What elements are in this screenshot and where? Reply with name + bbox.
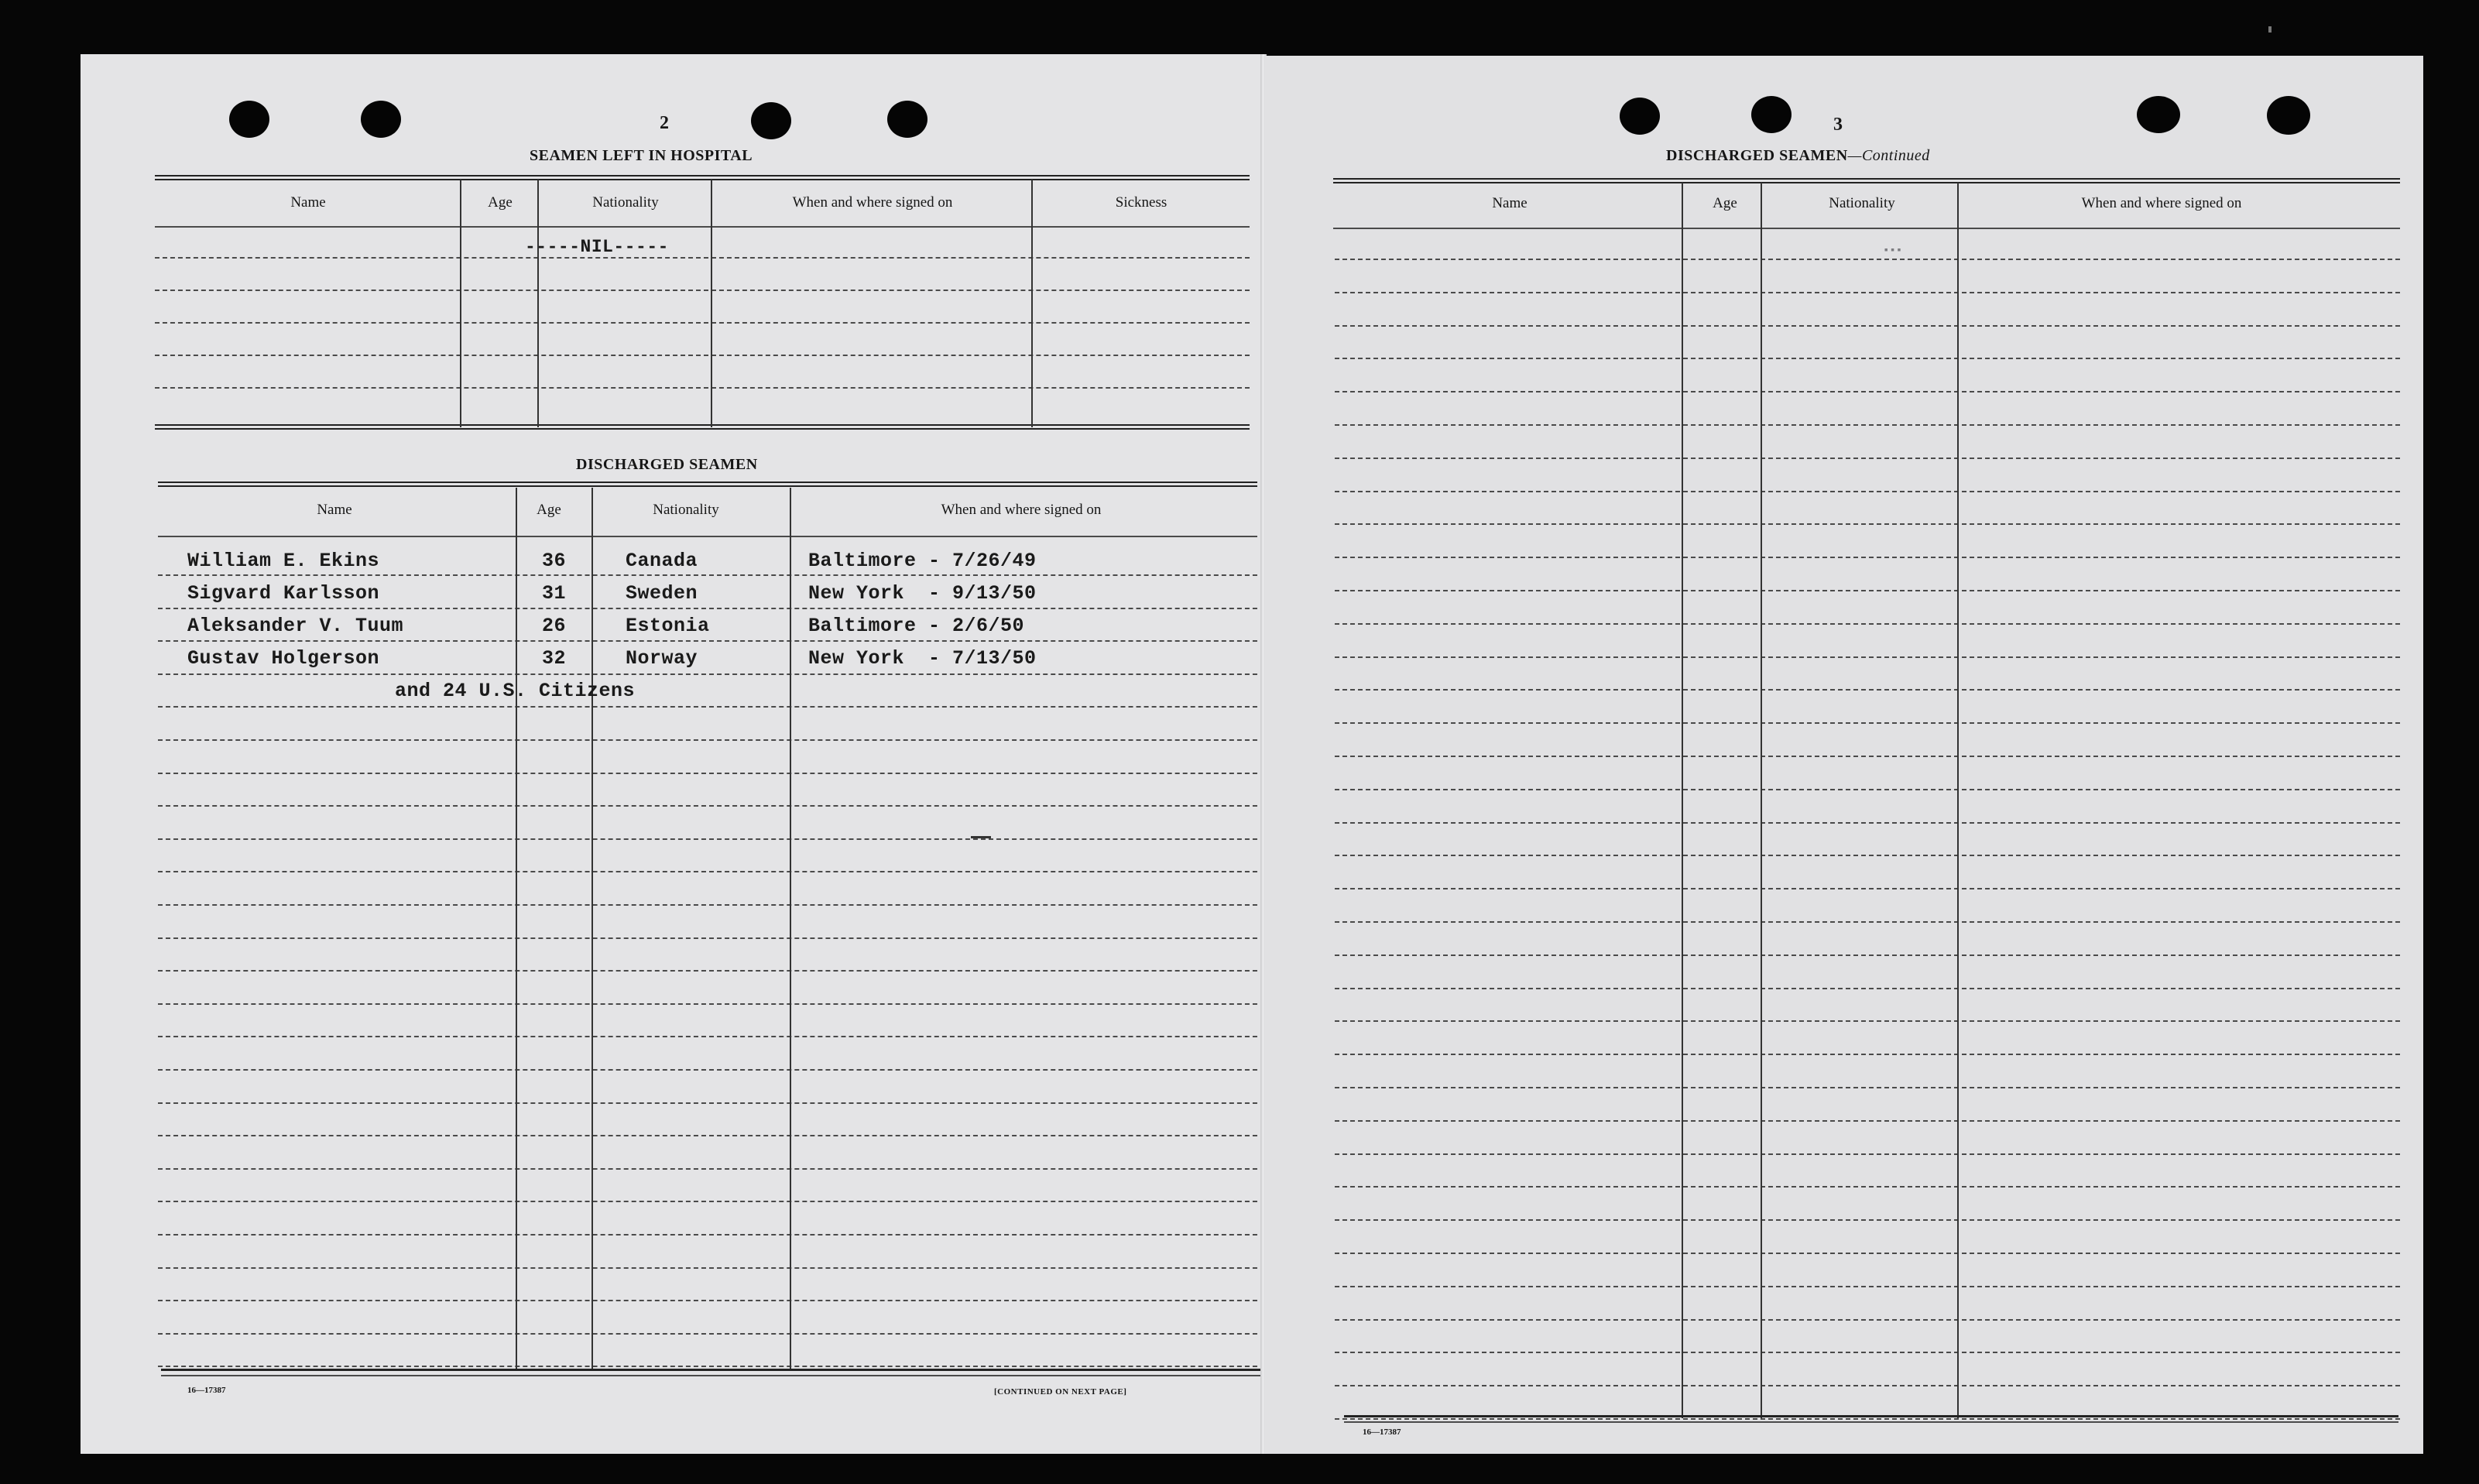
hospital-col-divider: [460, 180, 461, 427]
hospital-header-rule: [155, 226, 1250, 228]
ledger-row-line: [1335, 954, 2400, 956]
right-col-name: Name: [1492, 195, 1528, 211]
ledger-row-line: [1335, 325, 2400, 327]
form-number: 16—17387: [187, 1386, 226, 1395]
ledger-row-line: [158, 1300, 1265, 1301]
punch-hole: [2267, 96, 2310, 135]
seaman-nationality: Canada: [626, 550, 698, 572]
hospital-col-signed-on: When and where signed on: [792, 194, 953, 211]
punch-hole: [229, 101, 269, 138]
seaman-age: 26: [542, 615, 567, 637]
ledger-row-line: [158, 904, 1265, 906]
ledger-row-line: [158, 739, 1265, 741]
discharged-col-name: Name: [317, 502, 352, 518]
ledger-row-line: [158, 706, 1265, 708]
ledger-row-line: [1335, 988, 2400, 989]
ledger-row-line: [158, 640, 1265, 642]
ledger-row-line: [158, 673, 1265, 675]
seaman-signed-on: New York - 9/13/50: [808, 582, 1037, 605]
discharged-col-nationality: Nationality: [653, 502, 719, 518]
ledger-row-line: [158, 773, 1265, 774]
ledger-row-line: [1335, 888, 2400, 889]
ledger-row-line: [1335, 391, 2400, 392]
ledger-row-line: [158, 574, 1265, 576]
punch-hole: [751, 102, 791, 139]
hospital-col-nationality: Nationality: [592, 194, 659, 211]
ledger-row-line: [1335, 1352, 2400, 1353]
ledger-row-line: [1335, 1120, 2400, 1122]
right-col-divider: [1761, 183, 1762, 1418]
seaman-signed-on: New York - 7/13/50: [808, 647, 1037, 670]
ledger-row-line: [1335, 1219, 2400, 1221]
ledger-row-line: [158, 1135, 1265, 1136]
punch-hole: [2137, 96, 2180, 133]
right-header-rule: [1333, 228, 2400, 229]
ledger-row-line: [1335, 1054, 2400, 1055]
paper-mark: [971, 836, 991, 838]
ledger-row-line: [1335, 1020, 2400, 1022]
ledger-row-line: [1335, 292, 2400, 293]
hospital-row-line: [155, 290, 1250, 291]
continued-note: [CONTINUED ON NEXT PAGE]: [994, 1387, 1127, 1397]
discharged-col-divider: [591, 488, 593, 1369]
ledger-row-line: [1335, 1253, 2400, 1254]
hospital-col-divider: [537, 180, 539, 427]
right-page-title-suffix: —Continued: [1847, 147, 1930, 164]
ledger-row-line: [1335, 458, 2400, 459]
ledger-row-line: [158, 1234, 1265, 1236]
ledger-row-line: [158, 1201, 1265, 1202]
ledger-row-line: [1335, 259, 2400, 260]
right-col-divider: [1957, 183, 1959, 1418]
form-number: 16—17387: [1363, 1427, 1401, 1437]
right-col-signed-on: When and where signed on: [2081, 195, 2242, 211]
hospital-table-top-rule: [155, 175, 1250, 180]
bleed-through-mark: ▪▪▪: [1883, 245, 1903, 257]
seaman-name: Gustav Holgerson: [187, 647, 380, 670]
ledger-row-line: [158, 1267, 1265, 1269]
punch-hole: [1620, 98, 1660, 135]
ledger-row-line: [1335, 1153, 2400, 1155]
left-page: [81, 54, 1265, 1454]
punch-hole: [361, 101, 401, 138]
seaman-signed-on: Baltimore - 2/6/50: [808, 615, 1025, 637]
ledger-row-line: [158, 937, 1265, 939]
ledger-row-line: [158, 608, 1265, 609]
right-page-title-text: DISCHARGED SEAMEN: [1666, 147, 1848, 164]
ledger-row-line: [158, 1003, 1265, 1005]
page-number: 3: [1833, 115, 1843, 135]
seaman-signed-on: Baltimore - 7/26/49: [808, 550, 1037, 572]
hospital-col-divider: [711, 180, 712, 427]
right-col-age: Age: [1713, 195, 1737, 211]
ledger-row-line: [158, 1366, 1265, 1367]
ledger-row-line: [1335, 656, 2400, 658]
seaman-name: Aleksander V. Tuum: [187, 615, 404, 637]
ledger-row-line: [158, 838, 1265, 840]
hospital-row-line: [155, 355, 1250, 356]
ledger-row-line: [158, 1069, 1265, 1071]
hospital-col-sickness: Sickness: [1115, 194, 1167, 211]
right-table-bottom-rule: [1344, 1415, 2398, 1417]
ledger-row-line: [158, 1102, 1265, 1104]
punch-hole: [1751, 96, 1792, 133]
discharged-col-divider: [790, 488, 791, 1369]
ledger-row-line: [1335, 689, 2400, 691]
ledger-row-line: [1335, 557, 2400, 558]
right-bottom-line: [1344, 1421, 2398, 1423]
ledger-row-line: [158, 1036, 1265, 1037]
ledger-row-line: [158, 871, 1265, 872]
hospital-table-bottom-rule: [155, 424, 1250, 430]
seaman-nationality: Estonia: [626, 615, 710, 637]
discharged-table-top-rule: [158, 482, 1257, 487]
ledger-row-line: [1335, 424, 2400, 426]
hospital-row-line: [155, 322, 1250, 324]
ledger-row-line: [158, 970, 1265, 972]
ledger-row-line: [1335, 590, 2400, 591]
ledger-row-line: [1335, 921, 2400, 923]
corner-mark: [2268, 26, 2272, 33]
ledger-row-line: [1335, 855, 2400, 856]
ledger-row-line: [1335, 1286, 2400, 1287]
ledger-row-line: [1335, 358, 2400, 359]
hospital-nil-entry: -----NIL-----: [525, 237, 669, 257]
seaman-age: 36: [542, 550, 567, 572]
discharged-col-divider: [516, 488, 517, 1369]
discharged-bottom-line: [161, 1375, 1265, 1376]
ledger-row-line: [1335, 722, 2400, 724]
seaman-nationality: Sweden: [626, 582, 698, 605]
hospital-col-divider: [1031, 180, 1033, 427]
ledger-row-line: [1335, 822, 2400, 824]
seaman-name: Sigvard Karlsson: [187, 582, 380, 605]
right-table-top-rule: [1333, 178, 2400, 183]
ledger-row-line: [1335, 1385, 2400, 1386]
hospital-col-name: Name: [290, 194, 326, 211]
ledger-row-line: [158, 1333, 1265, 1335]
right-page-title: [1666, 147, 1930, 165]
discharged-section-title: DISCHARGED SEAMEN: [576, 456, 758, 473]
ledger-row-line: [1335, 623, 2400, 625]
ledger-row-line: [1335, 491, 2400, 492]
right-col-divider: [1682, 183, 1683, 1418]
discharged-col-age: Age: [537, 502, 561, 518]
hospital-section-title: SEAMEN LEFT IN HOSPITAL: [530, 147, 753, 164]
ledger-row-line: [1335, 1319, 2400, 1321]
seaman-nationality: Norway: [626, 647, 698, 670]
discharged-header-rule: [158, 536, 1257, 537]
seaman-age: 31: [542, 582, 567, 605]
ledger-row-line: [1335, 756, 2400, 757]
ledger-row-line: [1335, 789, 2400, 790]
ledger-row-line: [1335, 1087, 2400, 1088]
ledger-row-line: [1335, 523, 2400, 525]
ledger-row-line: [158, 1168, 1265, 1170]
hospital-row-line: [155, 387, 1250, 389]
ledger-row-line: [158, 805, 1265, 807]
ledger-row-line: [1335, 1186, 2400, 1188]
seaman-name: William E. Ekins: [187, 550, 380, 572]
right-col-nationality: Nationality: [1829, 195, 1895, 211]
hospital-row-line: [155, 257, 1250, 259]
discharged-table-bottom-rule: [161, 1369, 1265, 1371]
seaman-age: 32: [542, 647, 567, 670]
punch-hole: [887, 101, 927, 138]
ledger-row-line: [1335, 1418, 2400, 1420]
discharged-col-signed-on: When and where signed on: [941, 502, 1102, 518]
right-page: [1264, 56, 2423, 1454]
us-citizens-note: and 24 U.S. Citizens: [395, 680, 636, 702]
page-number: 2: [660, 113, 669, 133]
hospital-col-age: Age: [488, 194, 513, 211]
